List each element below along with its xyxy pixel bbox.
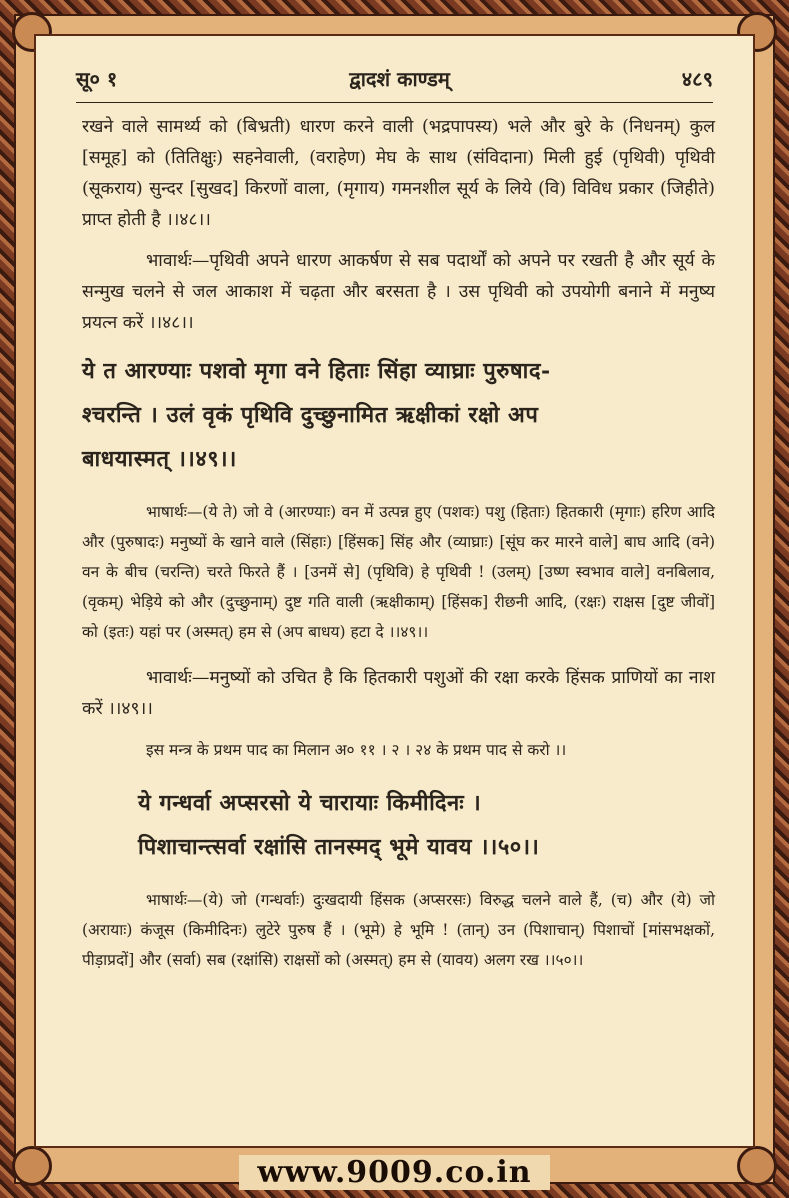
reference-note: इस मन्त्र के प्रथम पाद का मिलान अ० ११ । २ । २४ के प्रथम पाद से करो ।। <box>146 741 567 759</box>
translation-paragraph: भाषार्थः—(ये ते) जो वे (आरण्याः) वन में उत्पन्न हुए (पशवः) पशु (हिताः) हितकारी (मृगाः) हरिण आदि और (पुरुषादः) मनुष्यों के खाने वाले (सिंहाः) [हिंसक] सिंह और (व्याघ्राः) [सूंघ कर मारने वाले] बाघ आदि (वने) वन के बीच (चरन्ति) चरते फिरते हैं । [उनमें से] (पृथिवि) हे पृथिवी ! (उलम्) [उष्ण स्वभाव वाले] वनबिलाव, (वृकम्) भेड़िये को और (दुच्छुनाम्) दुष्ट गति वाली (ऋक्षीकाम्) [हिंसक] रीछनी आदि, (रक्षः) राक्षस [दुष्ट जीवों] को (इतः) यहां पर (अस्मत्) हम से (अप बाधय) हटा दे ।।४९।। <box>82 503 715 641</box>
page-number: ४८९ <box>681 66 713 91</box>
bhavarth-paragraph: भावार्थः—पृथिवी अपने धारण आकर्षण से सब पदार्थों को अपने पर रखती है और सूर्य के सन्मुख चलने से जल आकाश में चढ़ता और बरसता है । उस पृथिवी को उपयोगी बनाने में मनुष्य प्रयत्न करें ।।४८।। <box>82 251 715 333</box>
translation-paragraph: रखने वाले सामर्थ्य को (बिभ्रती) धारण करने वाली (भद्रपापस्य) भले और बुरे के (निधनम्) कुल [समूह] को (तितिक्षुः) सहनेवाली, (वराहेण) मेघ के साथ (संविदाना) मिली हुई (पृथिवी) पृथिवी (सूकराय) सुन्दर [सुखद] किरणों वाला, (मृगाय) गमनशील सूर्य के लिये (वि) विविध प्रकार (जिहीते) प्राप्त होती है ।।४८।। <box>82 117 715 230</box>
header-divider <box>76 102 713 103</box>
footer <box>0 1152 789 1192</box>
mantra-line: ये गन्धर्वा अप्सरसो ये चारायाः किमीदिनः । <box>138 790 482 816</box>
sutra-number: सू० १ <box>76 66 118 91</box>
mantra-line: श्चरन्ति । उलं वृकं पृथिवि दुच्छुनामित ऋक्षीकां रक्षो अप <box>82 402 539 428</box>
website-link[interactable]: www.9009.co.in <box>239 1155 549 1190</box>
translation-paragraph: भाषार्थः—(ये) जो (गन्धर्वाः) दुःखदायी हिंसक (अप्सरसः) विरुद्ध चलने वाले हैं, (च) और (ये) जो (अरायाः) कंजूस (किमीदिनः) लुटेरे पुरुष हैं । (भूमे) हे भूमि ! (तान्) उन (पिशाचान्) पिशाचों [मांसभक्षकों, पीड़ाप्रदों] और (सर्वा) सब (रक्षांसि) राक्षसों को (अस्मत्) हम से (यावय) अलग रख ।।५०।। <box>82 891 715 969</box>
page-content <box>82 112 715 975</box>
bhavarth-paragraph: भावार्थः—मनुष्यों को उचित है कि हितकारी पशुओं की रक्षा करके हिंसक प्राणियों का नाश करें ।।४९।। <box>82 668 715 719</box>
mantra-49 <box>82 349 715 481</box>
mantra-line: बाधयास्मत् ।।४९।। <box>82 446 237 472</box>
mantra-line: पिशाचान्त्सर्वा रक्षांसि तानस्मद् भूमे यावय ।।५०।। <box>138 834 540 860</box>
chapter-title: द्वादशं काण्डम् <box>349 66 450 91</box>
book-page <box>34 34 755 1148</box>
mantra-50 <box>82 781 715 869</box>
page-header <box>76 58 713 98</box>
mantra-line: ये त आरण्याः पशवो मृगा वने हिताः सिंहा व्याघ्राः पुरुषाद- <box>82 358 551 384</box>
